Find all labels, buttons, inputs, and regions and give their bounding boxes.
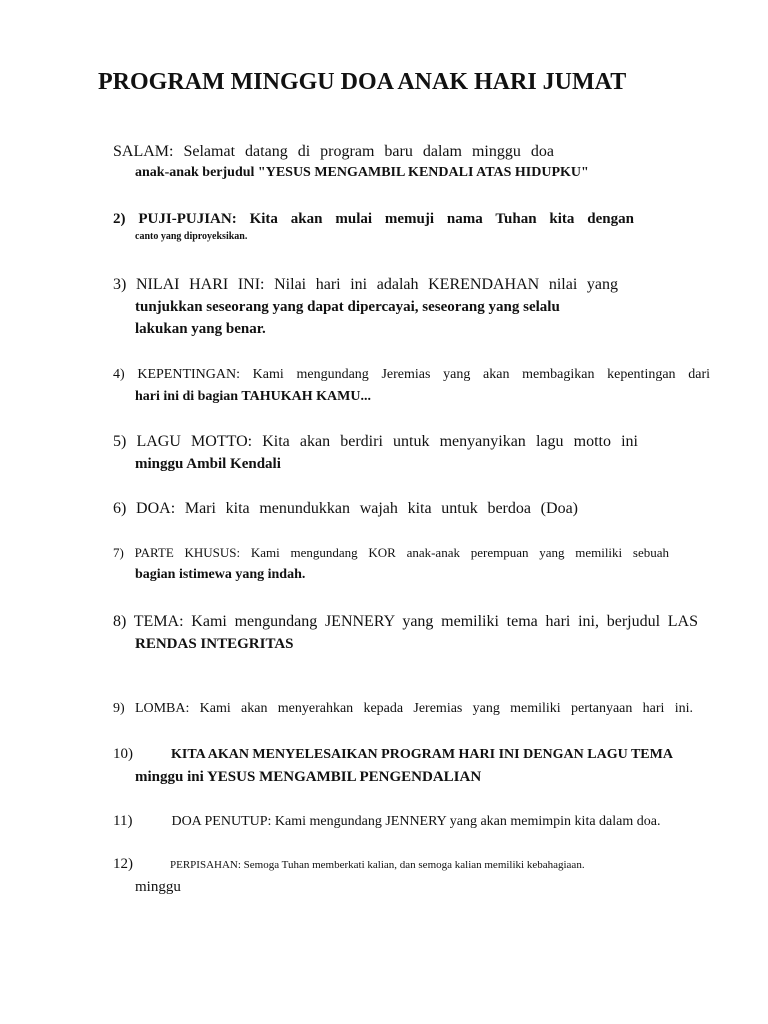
program-item-penutupan-lagu — [113, 743, 766, 788]
program-item-doa — [113, 498, 578, 520]
program-item-lomba — [113, 698, 693, 720]
program-item-number: 11) — [113, 813, 133, 829]
program-item-text: 8) TEMA: Kami mengundang JENNERY yang memiliki tema hari ini, berjudul LAS — [113, 613, 698, 630]
program-item-detail: minggu ini YESUS MENGAMBIL PENGENDALIAN — [135, 769, 482, 785]
program-item-detail: minggu — [135, 879, 181, 895]
program-item-detail: bagian istimewa yang indah. — [135, 567, 306, 582]
program-item-detail: RENDAS INTEGRITAS — [135, 636, 294, 652]
program-item-text: 2) PUJI-PUJIAN: Kita akan mulai memuji nama Tuhan kita dengan — [113, 211, 634, 227]
program-item-puji-pujian — [113, 208, 634, 244]
program-item-text — [113, 743, 766, 766]
program-item-lagu-motto — [113, 431, 638, 475]
program-item-text — [113, 853, 673, 876]
program-item-text: 5) LAGU MOTTO: Kita akan berdiri untuk menyanyikan lagu motto ini — [113, 433, 638, 450]
program-item-perpisahan — [113, 853, 673, 898]
program-item-detail: minggu Ambil Kendali — [135, 456, 281, 472]
program-item-text: 6) DOA: Mari kita menundukkan wajah kita untuk berdoa (Doa) — [113, 500, 578, 517]
program-item-detail: tunjukkan seseorang yang dapat dipercayai, seseorang yang selalu — [135, 299, 560, 315]
program-item-salam — [113, 141, 589, 183]
program-item-heading: KITA AKAN MENYELESAIKAN PROGRAM HARI INI DENGAN LAGU TEMA — [171, 747, 673, 762]
program-item-detail: anak-anak berjudul "YESUS MENGAMBIL KENDALI ATAS HIDUPKU" — [135, 165, 589, 180]
program-item-text: 7) PARTE KHUSUS: Kami mengundang KOR anak-anak perempuan yang memiliki sebuah — [113, 545, 669, 560]
program-item-heading: DOA PENUTUP: Kami mengundang JENNERY yang akan memimpin kita dalam doa. — [171, 814, 661, 829]
program-item-detail: canto yang diproyeksikan. — [135, 231, 248, 242]
program-item-text: 4) KEPENTINGAN: Kami mengundang Jeremias yang akan membagikan kepentingan dari — [113, 367, 710, 382]
program-item-text — [113, 810, 733, 833]
program-item-detail: hari ini di bagian TAHUKAH KAMU... — [135, 389, 371, 404]
program-item-kepentingan — [113, 364, 710, 408]
program-item-tema — [113, 611, 698, 655]
program-item-parte-khusus — [113, 542, 669, 586]
program-item-doa-penutup — [113, 810, 733, 833]
program-item-detail: lakukan yang benar. — [135, 321, 266, 337]
program-item-text: 3) NILAI HARI INI: Nilai hari ini adalah KERENDAHAN nilai yang — [113, 276, 618, 293]
program-item-heading: PERPISAHAN: Semoga Tuhan memberkati kalian, dan semoga kalian memiliki kebahagiaan. — [170, 859, 585, 871]
program-item-nilai-hari-ini — [113, 274, 618, 340]
program-item-number: 10) — [113, 746, 133, 762]
program-item-text: SALAM: Selamat datang di program baru dalam minggu doa — [113, 143, 554, 160]
program-item-number: 12) — [113, 856, 133, 872]
document-title: PROGRAM MINGGU DOA ANAK HARI JUMAT — [98, 69, 627, 95]
program-item-text: 9) LOMBA: Kami akan menyerahkan kepada Jeremias yang memiliki pertanyaan hari ini. — [113, 701, 693, 716]
